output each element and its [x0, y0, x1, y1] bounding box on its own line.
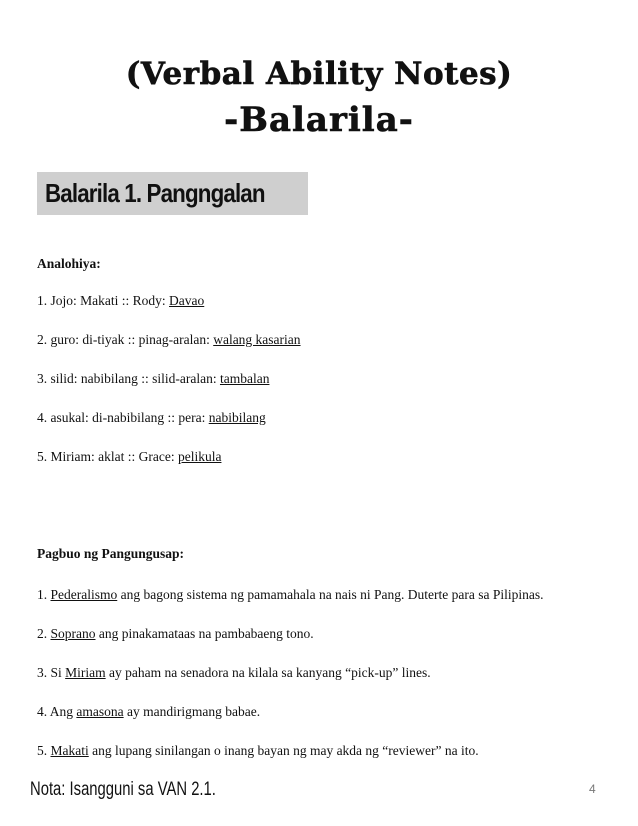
pagbuo-heading: Pagbuo ng Pangungusap: — [37, 546, 185, 561]
analohiya-item-4: 4. asukal: di-nabibilang :: pera: nabibilang — [37, 410, 266, 425]
analohiya-item-2: 2. guro: di-tiyak :: pinag-aralan: walang kasarian — [37, 332, 301, 347]
analohiya-answer-4: nabibilang — [208, 410, 266, 425]
pagbuo-answer-5: Makati — [50, 743, 89, 758]
pagbuo-item-1: 1. Pederalismo ang bagong sistema ng pamamahala na nais ni Pang. Duterte para sa Pilipinas. — [37, 587, 544, 602]
document-title: (Verbal Ability Notes) — [125, 56, 513, 92]
analohiya-answer-2: walang kasarian — [213, 332, 301, 347]
analohiya-item-1: 1. Jojo: Makati :: Rody: Davao — [37, 293, 205, 308]
pagbuo-item-3: 3. Si Miriam ay paham na senadora na kilala sa kanyang “pick-up” lines. — [37, 665, 431, 680]
footer-note: Nota: Isangguni sa VAN 2.1. — [30, 779, 216, 800]
pagbuo-item-5: 5. Makati ang lupang sinilangan o inang bayan ng may akda ng “reviewer” na ito. — [37, 743, 479, 758]
analohiya-item-3: 3. silid: nabibilang :: silid-aralan: tambalan — [37, 371, 270, 386]
pagbuo-answer-2: Soprano — [50, 626, 96, 641]
pagbuo-answer-1: Pederalismo — [50, 587, 118, 602]
pagbuo-answer-4: amasona — [76, 704, 124, 719]
analohiya-answer-1: Davao — [169, 293, 205, 308]
analohiya-answer-5: pelikula — [177, 449, 222, 464]
analohiya-item-5: 5. Miriam: aklat :: Grace: pelikula — [37, 449, 222, 464]
section-banner — [37, 172, 308, 215]
page-number: 4 — [589, 782, 596, 796]
pagbuo-answer-3: Miriam — [65, 665, 106, 680]
pagbuo-item-2: 2. Soprano ang pinakamataas na pambabaeng tono. — [37, 626, 314, 641]
analohiya-heading: Analohiya: — [37, 256, 101, 271]
pagbuo-item-4: 4. Ang amasona ay mandirigmang babae. — [37, 704, 261, 719]
document-subtitle: -Balarila- — [224, 100, 414, 140]
analohiya-answer-3: tambalan — [219, 371, 270, 386]
section-banner-label: Balarila 1. Pangngalan — [45, 178, 265, 208]
